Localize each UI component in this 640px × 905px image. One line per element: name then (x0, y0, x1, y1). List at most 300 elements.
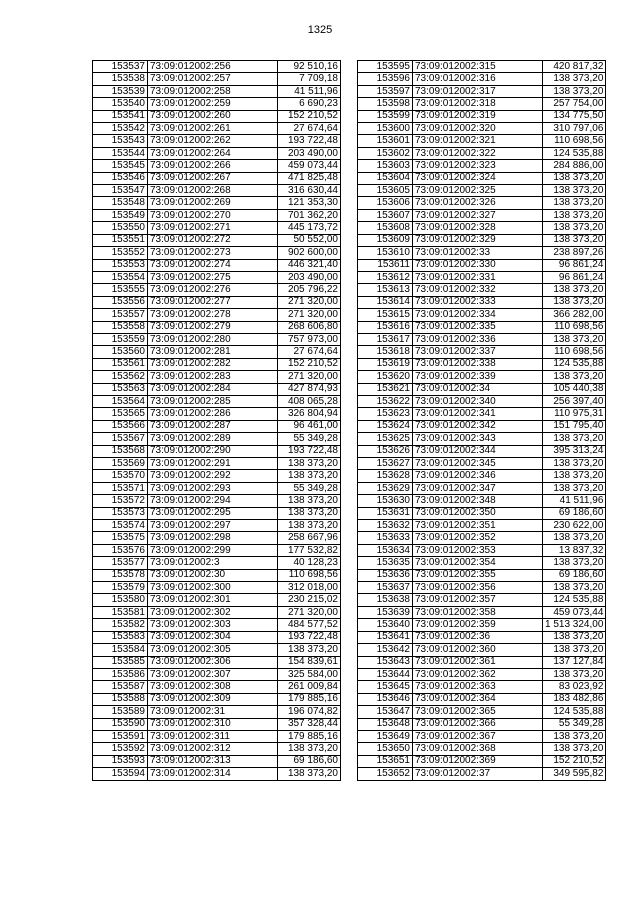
record-number-cell: 153588 (93, 693, 148, 705)
table-row (358, 309, 606, 321)
cadastral-number-cell: 73:09:012002:331 (413, 271, 543, 283)
value-amount-cell: 179 885,16 (278, 693, 341, 705)
record-number-cell: 153589 (93, 706, 148, 718)
table-row (358, 420, 606, 432)
record-number-cell: 153549 (93, 209, 148, 221)
record-number-cell: 153640 (358, 619, 413, 631)
value-amount-cell: 152 210,52 (543, 755, 606, 767)
cadastral-number-cell: 73:09:012002:298 (148, 532, 278, 544)
record-number-cell: 153642 (358, 644, 413, 656)
cadastral-number-cell: 73:09:012002:293 (148, 482, 278, 494)
cadastral-number-cell: 73:09:012002:336 (413, 333, 543, 345)
value-amount-cell: 27 674,64 (278, 123, 341, 135)
value-amount-cell: 446 321,40 (278, 259, 341, 271)
table-row (358, 135, 606, 147)
table-row (358, 185, 606, 197)
cadastral-number-cell: 73:09:012002:351 (413, 520, 543, 532)
record-number-cell: 153624 (358, 420, 413, 432)
table-row (93, 507, 341, 519)
record-number-cell: 153593 (93, 755, 148, 767)
value-amount-cell: 312 018,00 (278, 582, 341, 594)
table-row (93, 259, 341, 271)
value-amount-cell: 134 775,50 (543, 110, 606, 122)
cadastral-number-cell: 73:09:012002:307 (148, 668, 278, 680)
value-amount-cell: 284 886,00 (543, 160, 606, 172)
table-row (93, 123, 341, 135)
cadastral-number-cell: 73:09:012002:279 (148, 321, 278, 333)
value-amount-cell: 13 837,32 (543, 544, 606, 556)
record-number-cell: 153584 (93, 644, 148, 656)
value-amount-cell: 152 210,52 (278, 358, 341, 370)
record-number-cell: 153641 (358, 631, 413, 643)
value-amount-cell: 902 600,00 (278, 247, 341, 259)
cadastral-number-cell: 73:09:012002:335 (413, 321, 543, 333)
record-number-cell: 153541 (93, 110, 148, 122)
table-row (358, 470, 606, 482)
value-amount-cell: 151 795,40 (543, 420, 606, 432)
value-amount-cell: 445 173,72 (278, 222, 341, 234)
table-row (93, 631, 341, 643)
cadastral-number-cell: 73:09:012002:274 (148, 259, 278, 271)
table-row (93, 61, 341, 73)
record-number-cell: 153564 (93, 395, 148, 407)
table-row (93, 73, 341, 85)
cadastral-number-cell: 73:09:012002:347 (413, 482, 543, 494)
value-amount-cell: 138 373,20 (543, 371, 606, 383)
record-number-cell: 153555 (93, 284, 148, 296)
value-amount-cell: 196 074,82 (278, 706, 341, 718)
cadastral-number-cell: 73:09:012002:306 (148, 656, 278, 668)
table-row (93, 470, 341, 482)
value-amount-cell: 316 630,44 (278, 185, 341, 197)
table-row (358, 582, 606, 594)
record-number-cell: 153540 (93, 98, 148, 110)
cadastral-number-cell: 73:09:012002:270 (148, 209, 278, 221)
value-amount-cell: 138 373,20 (543, 458, 606, 470)
table-row (358, 507, 606, 519)
table-row (93, 569, 341, 581)
record-number-cell: 153652 (358, 768, 413, 780)
value-amount-cell: 6 690,23 (278, 98, 341, 110)
cadastral-number-cell: 73:09:012002:365 (413, 706, 543, 718)
cadastral-number-cell: 73:09:012002:271 (148, 222, 278, 234)
cadastral-number-cell: 73:09:012002:327 (413, 209, 543, 221)
record-number-cell: 153645 (358, 681, 413, 693)
record-number-cell: 153632 (358, 520, 413, 532)
table-row (358, 693, 606, 705)
record-number-cell: 153553 (93, 259, 148, 271)
record-number-cell: 153607 (358, 209, 413, 221)
cadastral-number-cell: 73:09:012002:273 (148, 247, 278, 259)
table-row (93, 333, 341, 345)
value-amount-cell: 55 349,28 (543, 718, 606, 730)
record-number-cell: 153577 (93, 557, 148, 569)
value-amount-cell: 203 490,00 (278, 147, 341, 159)
value-amount-cell: 1 513 324,00 (543, 619, 606, 631)
cadastral-number-cell: 73:09:012002:363 (413, 681, 543, 693)
record-number-cell: 153546 (93, 172, 148, 184)
table-row (358, 743, 606, 755)
table-row (358, 482, 606, 494)
record-number-cell: 153636 (358, 569, 413, 581)
cadastral-number-cell: 73:09:012002:309 (148, 693, 278, 705)
table-row (358, 569, 606, 581)
table-row (358, 681, 606, 693)
value-amount-cell: 138 373,20 (543, 730, 606, 742)
cadastral-number-cell: 73:09:012002:357 (413, 594, 543, 606)
value-amount-cell: 271 320,00 (278, 296, 341, 308)
table-row (93, 160, 341, 172)
record-number-cell: 153591 (93, 730, 148, 742)
value-amount-cell: 230 215,02 (278, 594, 341, 606)
cadastral-number-cell: 73:09:012002:33 (413, 247, 543, 259)
cadastral-number-cell: 73:09:012002:287 (148, 420, 278, 432)
table-row (93, 209, 341, 221)
cadastral-number-cell: 73:09:012002:344 (413, 445, 543, 457)
cadastral-number-cell: 73:09:012002:369 (413, 755, 543, 767)
table-row (358, 147, 606, 159)
value-amount-cell: 40 128,23 (278, 557, 341, 569)
table-row (93, 656, 341, 668)
table-row (93, 383, 341, 395)
value-amount-cell: 138 373,20 (543, 582, 606, 594)
cadastral-number-cell: 73:09:012002:314 (148, 768, 278, 780)
record-number-cell: 153635 (358, 557, 413, 569)
value-amount-cell: 69 186,60 (543, 507, 606, 519)
record-number-cell: 153594 (93, 768, 148, 780)
value-amount-cell: 326 804,94 (278, 408, 341, 420)
record-number-cell: 153617 (358, 333, 413, 345)
value-amount-cell: 271 320,00 (278, 606, 341, 618)
record-number-cell: 153575 (93, 532, 148, 544)
cadastral-number-cell: 73:09:012002:262 (148, 135, 278, 147)
table-row (358, 383, 606, 395)
cadastral-number-cell: 73:09:012002:259 (148, 98, 278, 110)
record-number-cell: 153598 (358, 98, 413, 110)
cadastral-number-cell: 73:09:012002:360 (413, 644, 543, 656)
table-row (93, 234, 341, 246)
record-number-cell: 153552 (93, 247, 148, 259)
value-amount-cell: 7 709,18 (278, 73, 341, 85)
table-row (358, 321, 606, 333)
cadastral-number-cell: 73:09:012002:324 (413, 172, 543, 184)
record-number-cell: 153606 (358, 197, 413, 209)
register-table-left (92, 60, 341, 781)
cadastral-number-cell: 73:09:012002:350 (413, 507, 543, 519)
value-amount-cell: 366 282,00 (543, 309, 606, 321)
cadastral-number-cell: 73:09:012002:320 (413, 123, 543, 135)
cadastral-number-cell: 73:09:012002:37 (413, 768, 543, 780)
cadastral-number-cell: 73:09:012002:353 (413, 544, 543, 556)
table-row (358, 730, 606, 742)
value-amount-cell: 138 373,20 (278, 458, 341, 470)
record-number-cell: 153573 (93, 507, 148, 519)
value-amount-cell: 69 186,60 (278, 755, 341, 767)
table-row (93, 706, 341, 718)
table-row (358, 247, 606, 259)
value-amount-cell: 138 373,20 (543, 197, 606, 209)
record-number-cell: 153605 (358, 185, 413, 197)
cadastral-number-cell: 73:09:012002:333 (413, 296, 543, 308)
value-amount-cell: 124 535,88 (543, 358, 606, 370)
record-number-cell: 153592 (93, 743, 148, 755)
value-amount-cell: 427 874,93 (278, 383, 341, 395)
record-number-cell: 153583 (93, 631, 148, 643)
table-row (358, 271, 606, 283)
cadastral-number-cell: 73:09:012002:272 (148, 234, 278, 246)
cadastral-number-cell: 73:09:012002:291 (148, 458, 278, 470)
cadastral-number-cell: 73:09:012002:34 (413, 383, 543, 395)
record-number-cell: 153551 (93, 234, 148, 246)
record-number-cell: 153579 (93, 582, 148, 594)
record-number-cell: 153627 (358, 458, 413, 470)
record-number-cell: 153542 (93, 123, 148, 135)
table-row (93, 271, 341, 283)
cadastral-number-cell: 73:09:012002:301 (148, 594, 278, 606)
value-amount-cell: 471 825,48 (278, 172, 341, 184)
table-row (358, 85, 606, 97)
cadastral-number-cell: 73:09:012002:295 (148, 507, 278, 519)
table-row (93, 768, 341, 780)
value-amount-cell: 105 440,38 (543, 383, 606, 395)
record-number-cell: 153544 (93, 147, 148, 159)
cadastral-number-cell: 73:09:012002:286 (148, 408, 278, 420)
record-number-cell: 153608 (358, 222, 413, 234)
table-row (358, 433, 606, 445)
table-row (358, 197, 606, 209)
table-row (93, 693, 341, 705)
table-row (358, 259, 606, 271)
cadastral-number-cell: 73:09:012002:267 (148, 172, 278, 184)
record-number-cell: 153596 (358, 73, 413, 85)
record-number-cell: 153638 (358, 594, 413, 606)
table-row (93, 606, 341, 618)
value-amount-cell: 177 532,82 (278, 544, 341, 556)
cadastral-number-cell: 73:09:012002:359 (413, 619, 543, 631)
cadastral-number-cell: 73:09:012002:345 (413, 458, 543, 470)
cadastral-number-cell: 73:09:012002:289 (148, 433, 278, 445)
cadastral-number-cell: 73:09:012002:368 (413, 743, 543, 755)
table-row (358, 631, 606, 643)
record-number-cell: 153580 (93, 594, 148, 606)
cadastral-number-cell: 73:09:012002:266 (148, 160, 278, 172)
table-row (93, 395, 341, 407)
cadastral-number-cell: 73:09:012002:284 (148, 383, 278, 395)
value-amount-cell: 110 698,56 (278, 569, 341, 581)
value-amount-cell: 395 313,24 (543, 445, 606, 457)
cadastral-number-cell: 73:09:012002:328 (413, 222, 543, 234)
cadastral-number-cell: 73:09:012002:275 (148, 271, 278, 283)
value-amount-cell: 138 373,20 (543, 743, 606, 755)
cadastral-number-cell: 73:09:012002:338 (413, 358, 543, 370)
table-row (93, 284, 341, 296)
record-number-cell: 153545 (93, 160, 148, 172)
value-amount-cell: 154 839,61 (278, 656, 341, 668)
cadastral-number-cell: 73:09:012002:300 (148, 582, 278, 594)
record-number-cell: 153572 (93, 495, 148, 507)
value-amount-cell: 310 797,06 (543, 123, 606, 135)
value-amount-cell: 138 373,20 (543, 284, 606, 296)
record-number-cell: 153586 (93, 668, 148, 680)
table-row (358, 619, 606, 631)
cadastral-number-cell: 73:09:012002:3 (148, 557, 278, 569)
record-number-cell: 153554 (93, 271, 148, 283)
record-number-cell: 153556 (93, 296, 148, 308)
value-amount-cell: 138 373,20 (543, 185, 606, 197)
value-amount-cell: 110 698,56 (543, 135, 606, 147)
record-number-cell: 153637 (358, 582, 413, 594)
value-amount-cell: 261 009,84 (278, 681, 341, 693)
value-amount-cell: 138 373,20 (543, 296, 606, 308)
value-amount-cell: 137 127,84 (543, 656, 606, 668)
record-number-cell: 153539 (93, 85, 148, 97)
value-amount-cell: 138 373,20 (278, 507, 341, 519)
record-number-cell: 153585 (93, 656, 148, 668)
cadastral-number-cell: 73:09:012002:283 (148, 371, 278, 383)
cadastral-number-cell: 73:09:012002:30 (148, 569, 278, 581)
table-row (93, 730, 341, 742)
record-number-cell: 153574 (93, 520, 148, 532)
cadastral-number-cell: 73:09:012002:329 (413, 234, 543, 246)
table-row (93, 743, 341, 755)
table-row (358, 718, 606, 730)
table-row (93, 644, 341, 656)
cadastral-number-cell: 73:09:012002:325 (413, 185, 543, 197)
record-number-cell: 153538 (93, 73, 148, 85)
cadastral-number-cell: 73:09:012002:342 (413, 420, 543, 432)
table-row (93, 135, 341, 147)
record-number-cell: 153566 (93, 420, 148, 432)
table-row (358, 706, 606, 718)
record-number-cell: 153559 (93, 333, 148, 345)
record-number-cell: 153623 (358, 408, 413, 420)
table-row (358, 768, 606, 780)
value-amount-cell: 138 373,20 (278, 743, 341, 755)
cadastral-number-cell: 73:09:012002:362 (413, 668, 543, 680)
value-amount-cell: 183 482,86 (543, 693, 606, 705)
table-row (358, 594, 606, 606)
record-number-cell: 153582 (93, 619, 148, 631)
cadastral-number-cell: 73:09:012002:352 (413, 532, 543, 544)
cadastral-number-cell: 73:09:012002:323 (413, 160, 543, 172)
table-row (93, 668, 341, 680)
record-number-cell: 153562 (93, 371, 148, 383)
record-number-cell: 153590 (93, 718, 148, 730)
value-amount-cell: 230 622,00 (543, 520, 606, 532)
value-amount-cell: 138 373,20 (543, 73, 606, 85)
value-amount-cell: 124 535,88 (543, 594, 606, 606)
cadastral-number-cell: 73:09:012002:277 (148, 296, 278, 308)
value-amount-cell: 459 073,44 (278, 160, 341, 172)
value-amount-cell: 138 373,20 (543, 85, 606, 97)
value-amount-cell: 205 796,22 (278, 284, 341, 296)
record-number-cell: 153612 (358, 271, 413, 283)
cadastral-number-cell: 73:09:012002:340 (413, 395, 543, 407)
record-number-cell: 153561 (93, 358, 148, 370)
cadastral-number-cell: 73:09:012002:332 (413, 284, 543, 296)
cadastral-number-cell: 73:09:012002:292 (148, 470, 278, 482)
record-number-cell: 153625 (358, 433, 413, 445)
record-number-cell: 153618 (358, 346, 413, 358)
table-row (93, 458, 341, 470)
cadastral-number-cell: 73:09:012002:310 (148, 718, 278, 730)
value-amount-cell: 41 511,96 (278, 85, 341, 97)
cadastral-number-cell: 73:09:012002:297 (148, 520, 278, 532)
record-number-cell: 153578 (93, 569, 148, 581)
cadastral-number-cell: 73:09:012002:317 (413, 85, 543, 97)
cadastral-number-cell: 73:09:012002:343 (413, 433, 543, 445)
record-number-cell: 153633 (358, 532, 413, 544)
cadastral-number-cell: 73:09:012002:285 (148, 395, 278, 407)
cadastral-number-cell: 73:09:012002:339 (413, 371, 543, 383)
value-amount-cell: 459 073,44 (543, 606, 606, 618)
record-number-cell: 153609 (358, 234, 413, 246)
table-row (358, 532, 606, 544)
record-number-cell: 153601 (358, 135, 413, 147)
table-row (93, 296, 341, 308)
table-row (358, 172, 606, 184)
table-row (93, 718, 341, 730)
record-number-cell: 153646 (358, 693, 413, 705)
value-amount-cell: 124 535,88 (543, 147, 606, 159)
table-row (358, 408, 606, 420)
value-amount-cell: 138 373,20 (543, 470, 606, 482)
table-row (93, 482, 341, 494)
table-row (93, 309, 341, 321)
value-amount-cell: 193 722,48 (278, 445, 341, 457)
record-number-cell: 153547 (93, 185, 148, 197)
value-amount-cell: 50 552,00 (278, 234, 341, 246)
cadastral-number-cell: 73:09:012002:280 (148, 333, 278, 345)
value-amount-cell: 701 362,20 (278, 209, 341, 221)
value-amount-cell: 124 535,88 (543, 706, 606, 718)
table-row (358, 371, 606, 383)
value-amount-cell: 138 373,20 (543, 333, 606, 345)
record-number-cell: 153603 (358, 160, 413, 172)
cadastral-number-cell: 73:09:012002:299 (148, 544, 278, 556)
cadastral-number-cell: 73:09:012002:304 (148, 631, 278, 643)
table-row (93, 433, 341, 445)
cadastral-number-cell: 73:09:012002:278 (148, 309, 278, 321)
value-amount-cell: 55 349,28 (278, 482, 341, 494)
cadastral-number-cell: 73:09:012002:354 (413, 557, 543, 569)
table-row (93, 358, 341, 370)
table-row (358, 73, 606, 85)
record-number-cell: 153595 (358, 61, 413, 73)
table-row (93, 755, 341, 767)
record-number-cell: 153576 (93, 544, 148, 556)
value-amount-cell: 138 373,20 (278, 768, 341, 780)
value-amount-cell: 69 186,60 (543, 569, 606, 581)
value-amount-cell: 110 698,56 (543, 346, 606, 358)
cadastral-number-cell: 73:09:012002:256 (148, 61, 278, 73)
cadastral-number-cell: 73:09:012002:367 (413, 730, 543, 742)
table-row (93, 495, 341, 507)
record-number-cell: 153600 (358, 123, 413, 135)
table-row (358, 606, 606, 618)
table-row (358, 644, 606, 656)
value-amount-cell: 138 373,20 (543, 644, 606, 656)
value-amount-cell: 325 584,00 (278, 668, 341, 680)
table-row (358, 656, 606, 668)
cadastral-number-cell: 73:09:012002:313 (148, 755, 278, 767)
value-amount-cell: 138 373,20 (543, 209, 606, 221)
record-number-cell: 153570 (93, 470, 148, 482)
value-amount-cell: 121 353,30 (278, 197, 341, 209)
value-amount-cell: 484 577,52 (278, 619, 341, 631)
record-number-cell: 153611 (358, 259, 413, 271)
record-number-cell: 153619 (358, 358, 413, 370)
